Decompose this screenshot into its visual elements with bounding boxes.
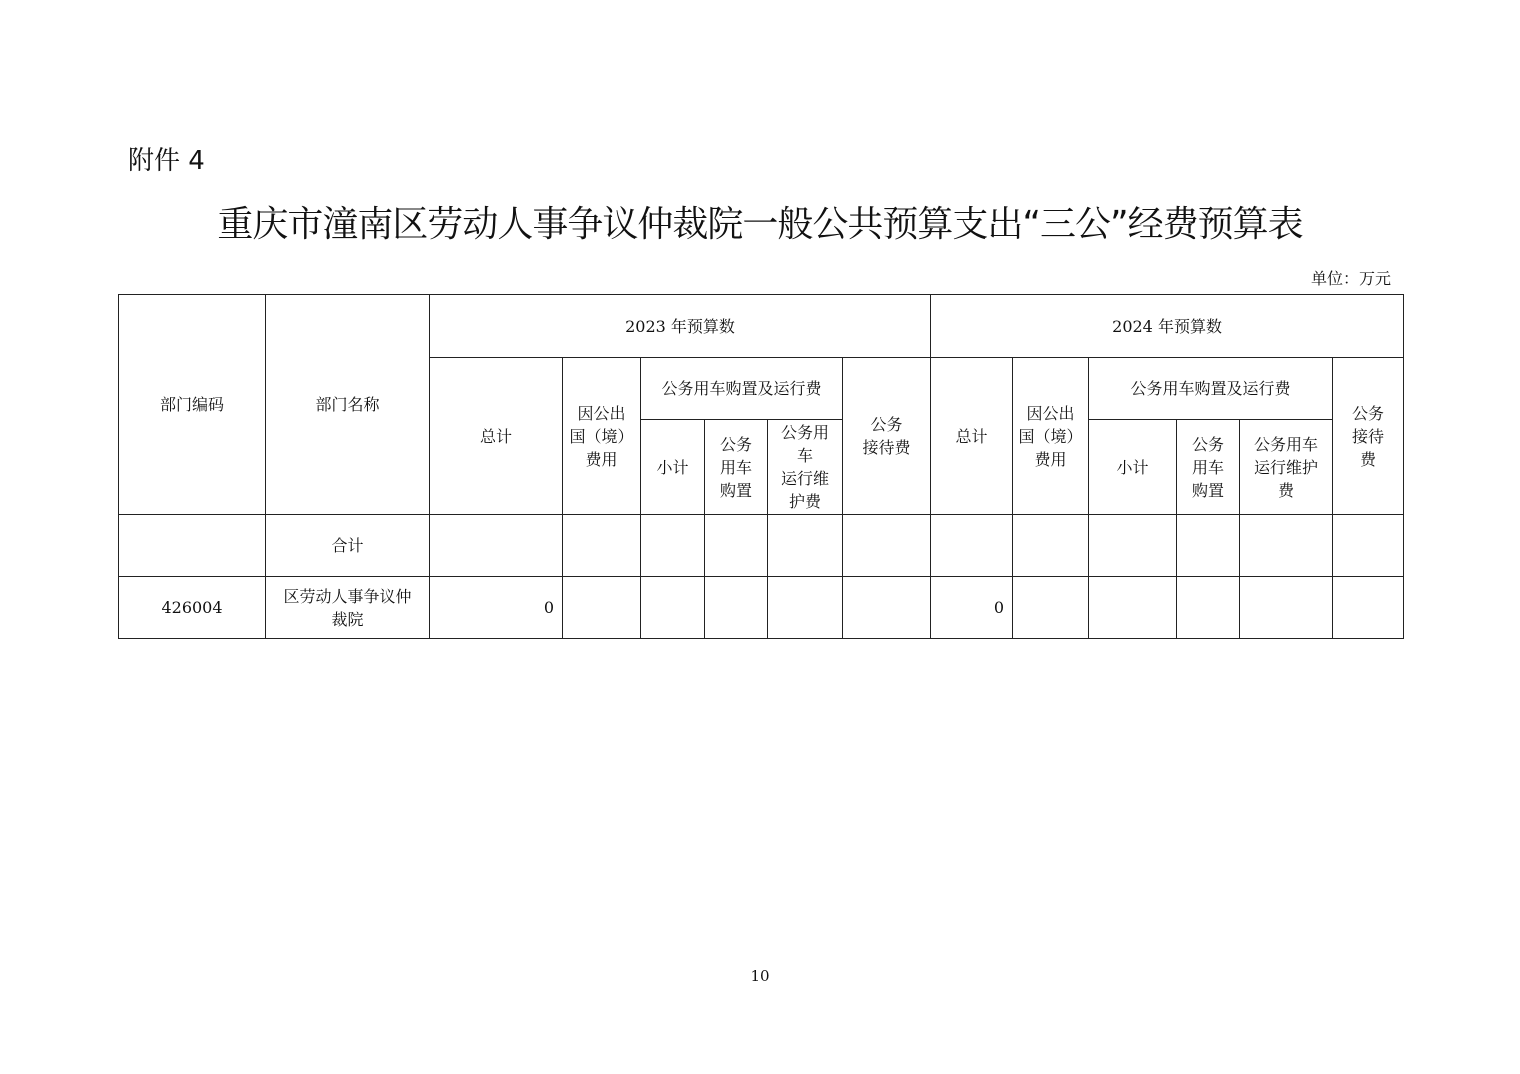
header-2023-budget: 2023 年预算数 xyxy=(430,295,931,358)
header-2024-total: 总计 xyxy=(931,358,1013,515)
attachment-label: 附件 4 xyxy=(128,146,205,176)
cell-2023-abroad xyxy=(563,515,641,577)
cell-2024-vehicle-purchase xyxy=(1177,577,1240,639)
cell-2024-total: 0 xyxy=(931,577,1013,639)
cell-2023-vehicle-purchase xyxy=(705,577,768,639)
cell-2024-subtotal xyxy=(1089,577,1177,639)
header-2024-budget: 2024 年预算数 xyxy=(931,295,1404,358)
cell-2024-abroad xyxy=(1013,577,1089,639)
header-2023-total: 总计 xyxy=(430,358,563,515)
cell-2023-vehicle-operation xyxy=(768,577,843,639)
row-total-name: 合计 xyxy=(266,515,430,577)
header-2024-vehicle-purchase: 公务 用车 购置 xyxy=(1177,420,1240,515)
page-number: 10 xyxy=(750,967,770,985)
row-total-code xyxy=(119,515,266,577)
header-2023-subtotal: 小计 xyxy=(641,420,705,515)
cell-2023-vehicle-operation xyxy=(768,515,843,577)
header-2024-vehicle-operation: 公务用车 运行维护 费 xyxy=(1240,420,1333,515)
cell-2023-abroad xyxy=(563,577,641,639)
cell-2023-subtotal xyxy=(641,577,705,639)
row-dept-name: 区劳动人事争议仲 裁院 xyxy=(266,577,430,639)
header-2023-vehicle-group: 公务用车购置及运行费 xyxy=(641,358,843,420)
table-row-department xyxy=(119,577,1404,639)
cell-2023-vehicle-purchase xyxy=(705,515,768,577)
cell-2023-reception xyxy=(843,577,931,639)
unit-label: 单位：万元 xyxy=(1310,269,1391,288)
cell-2024-reception xyxy=(1333,515,1404,577)
cell-2024-reception xyxy=(1333,577,1404,639)
cell-2024-vehicle-purchase xyxy=(1177,515,1240,577)
header-dept-name: 部门名称 xyxy=(266,295,430,515)
table-row-total xyxy=(119,515,1404,577)
header-2024-abroad: 因公出 国（境） 费用 xyxy=(1013,358,1089,515)
row-dept-code: 426004 xyxy=(119,577,266,639)
cell-2024-total xyxy=(931,515,1013,577)
header-2023-abroad: 因公出 国（境） 费用 xyxy=(563,358,641,515)
cell-2023-reception xyxy=(843,515,931,577)
cell-2023-total: 0 xyxy=(430,577,563,639)
header-dept-code: 部门编码 xyxy=(119,295,266,515)
header-2024-reception: 公务 接待 费 xyxy=(1333,358,1404,515)
header-2023-vehicle-purchase: 公务 用车 购置 xyxy=(705,420,768,515)
header-2023-reception: 公务 接待费 xyxy=(843,358,931,515)
cell-2024-vehicle-operation xyxy=(1240,515,1333,577)
cell-2024-abroad xyxy=(1013,515,1089,577)
cell-2023-total xyxy=(430,515,563,577)
cell-2024-vehicle-operation xyxy=(1240,577,1333,639)
header-2023-vehicle-operation: 公务用 车 运行维 护费 xyxy=(768,420,843,515)
page-title: 重庆市潼南区劳动人事争议仲裁院一般公共预算支出“三公”经费预算表 xyxy=(217,204,1303,245)
header-row-years xyxy=(119,295,1404,358)
cell-2023-subtotal xyxy=(641,515,705,577)
header-2024-subtotal: 小计 xyxy=(1089,420,1177,515)
budget-table xyxy=(118,294,1404,639)
header-2024-vehicle-group: 公务用车购置及运行费 xyxy=(1089,358,1333,420)
cell-2024-subtotal xyxy=(1089,515,1177,577)
